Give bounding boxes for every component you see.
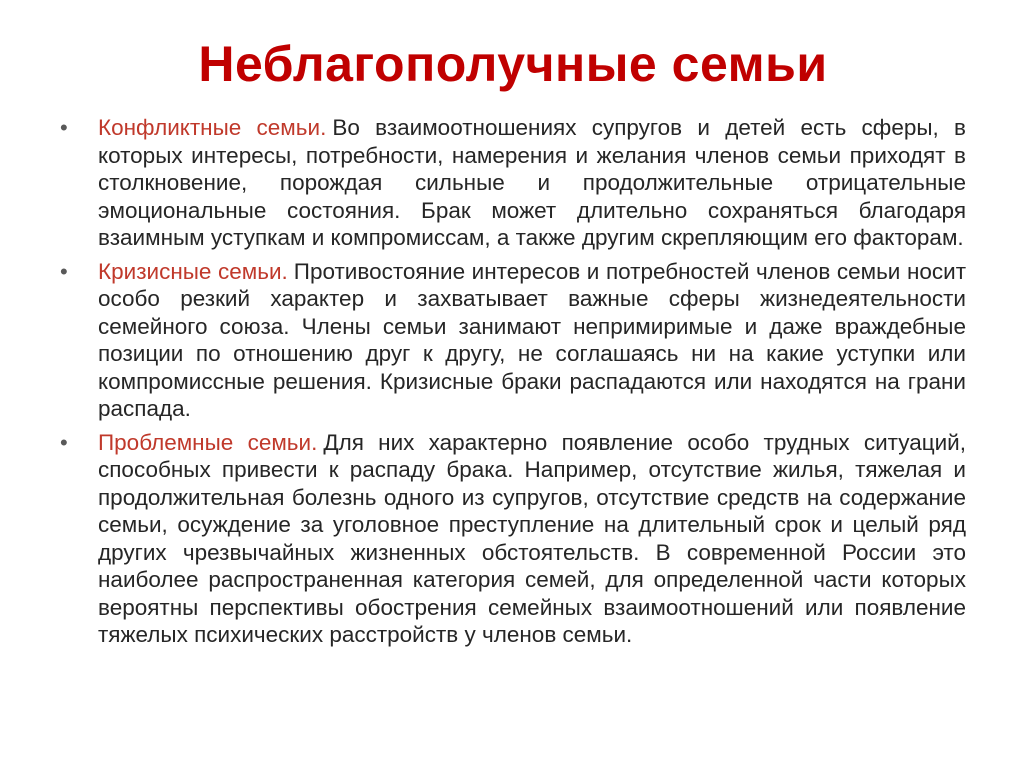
item-term: Проблемные семьи. (98, 429, 318, 455)
bullet-icon: • (60, 429, 68, 455)
list-item-text (98, 258, 966, 423)
item-term: Кризисные семьи. (98, 258, 288, 284)
item-description: Во взаимоотношениях супругов и детей есть сферы, в которых интересы, потребности, намерения и желания членов семьи приходят в столкновение, порождая сильные и продолжительные отрицательные эмоциональные состояния. Брак может длительно сохраняться благодаря взаимным уступкам и компромиссам, а также другим скрепляющим его факторам. (98, 115, 966, 250)
item-description: Противостояние интересов и потребностей членов семьи носит особо резкий характер и захватывает важные сферы жизнедеятельности семейного союза. Члены семьи занимают непримиримые и даже враждебные позиции по отношению друг к другу, не соглашаясь ни на какие уступки или компромиссные решения. Кризисные браки распадаются или находятся на грани распада. (98, 258, 967, 421)
list-item-crisis-families (60, 258, 966, 423)
bullet-list (60, 114, 966, 649)
bullet-icon: • (60, 115, 68, 140)
item-term: Конфликтные семьи. (98, 115, 327, 140)
bullet-icon: • (60, 258, 68, 284)
list-item-text (98, 114, 966, 252)
item-description: Для них характерно появление особо трудных ситуаций, способных привести к распаду брака. Например, отсутствие жилья, тяжелая и продолжительная болезнь одного из супругов, отсутствие средств на содержание семьи, осуждение за уголовное преступление на длительный срок и целый ряд других чрезвычайных жизненных обстоятельств. В современной России это наиболее распространенная категория семей, для определенной части которых вероятны перспективы обострения семейных взаимоотношений или появление тяжелых психических расстройств у членов семьи. (98, 429, 966, 647)
slide-title: Неблагополучные семьи (198, 36, 828, 92)
list-item-text (98, 429, 966, 649)
list-item-conflict-families (60, 114, 966, 252)
list-item-problem-families (60, 429, 966, 649)
